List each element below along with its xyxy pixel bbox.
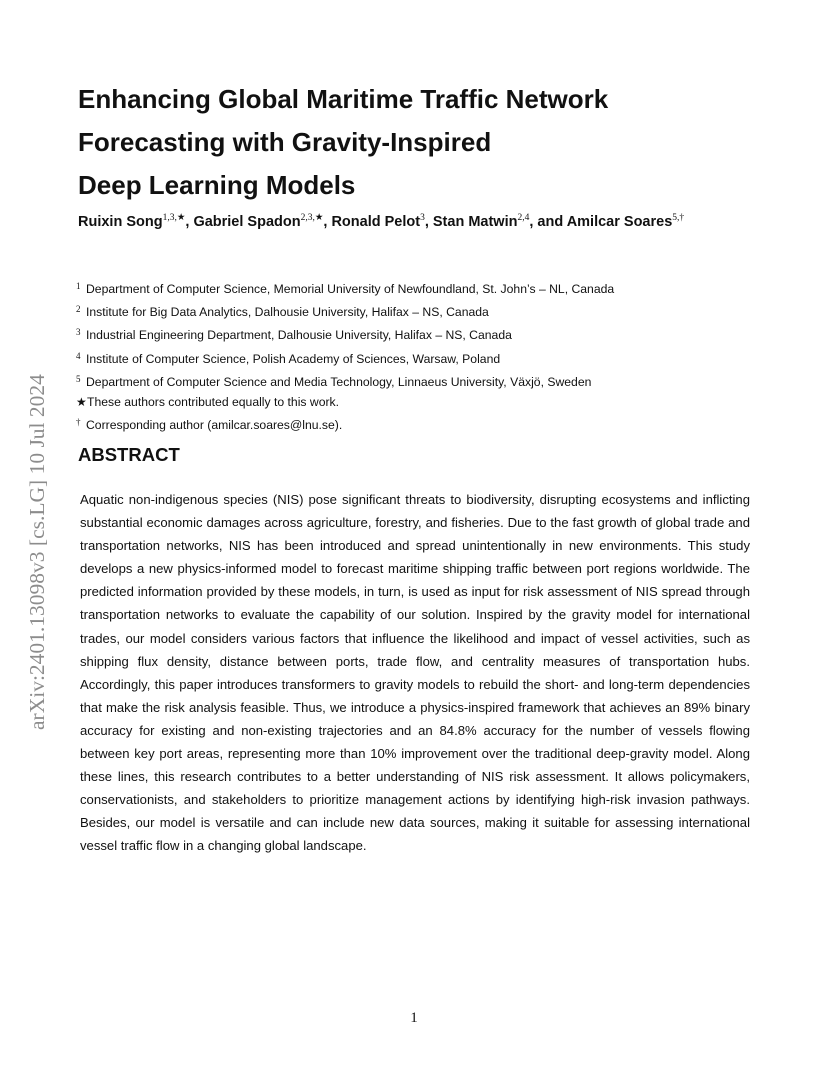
affiliation-text: Industrial Engineering Department, Dalhousie University, Halifax – NS, Canada: [86, 328, 512, 343]
author-separator: ,: [323, 213, 332, 230]
affiliation-text: These authors contributed equally to this work.: [87, 395, 340, 410]
author-name: Stan Matwin: [432, 213, 518, 230]
author-separator: , and: [529, 213, 567, 230]
author-affil-marks: 2,3,★: [300, 213, 324, 223]
author-name: Ronald Pelot: [331, 213, 421, 230]
dagger-mark: †: [76, 417, 81, 428]
author-name: Amilcar Soares: [566, 213, 673, 230]
title-line: Enhancing Global Maritime Traffic Network: [78, 84, 609, 114]
affiliation-item: [76, 322, 776, 345]
affiliation-item: [76, 369, 776, 392]
arxiv-sidebar-stamp: arXiv:2401.13098v3 [cs.LG] 10 Jul 2024: [25, 374, 49, 730]
affiliation-mark: 5: [76, 373, 81, 384]
author-list: [78, 207, 758, 233]
author-separator: ,: [424, 213, 433, 230]
abstract-body: Aquatic non-indigenous species (NIS) pose significant threats to biodiversity, disrupting ecosystems and inflicting substantial economic damages across agriculture, forestry, and fisheries. Due to the fast growth of global trade and transportation networks, NIS has been introduced and spread unintentionally in new environments. This study develops a new physics-informed model to forecast maritime shipping traffic between port regions worldwide. The predicted information provided by these models, in turn, is used as input for risk assessment of NIS spread through transportation networks to evaluate the capability of our solution. Inspired by the gravity model for international trades, our model considers various factors that influence the likelihood and impact of vessel activities, such as shipping flux density, distance between ports, trade flow, and centrality measures of transportation hubs. Accordingly, this paper introduces transformers to gravity models to rebuild the short- and long-term dependencies that make the risk analysis feasible. Thus, we introduce a physics-inspired framework that achieves an 89% binary accuracy for existing and non-existing trajectories and an 84.8% accuracy for the number of vessels flowing between key port areas, representing more than 10% improvement over the traditional deep-gravity model. Along these lines, this research contributes to a better understanding of NIS risk assessment. It allows policymakers, conservationists, and stakeholders to prioritize management actions by identifying high-risk invasion pathways. Besides, our model is versatile and can include new data sources, making it suitable for assessing international vessel traffic flow in a changing global landscape.: [80, 492, 750, 854]
affiliation-text: Department of Computer Science and Media Technology, Linnaeus University, Växjö, Sweden: [86, 374, 592, 389]
affiliation-mark: 4: [76, 350, 81, 361]
author-affil-marks: 2,4: [517, 213, 530, 223]
paper-title: [78, 78, 758, 207]
affiliation-mark: 2: [76, 304, 81, 315]
author-affil-marks: 1,3,★: [162, 213, 186, 223]
title-line: Deep Learning Models: [78, 170, 356, 200]
affiliation-text: Institute of Computer Science, Polish Academy of Sciences, Warsaw, Poland: [86, 351, 501, 366]
affiliation-list: [76, 276, 776, 435]
affiliation-mark: 1: [76, 281, 81, 291]
affiliation-item: [76, 299, 776, 322]
author-affil-marks: 3: [420, 213, 425, 223]
abstract-heading: ABSTRACT: [78, 444, 180, 465]
affiliation-text: Department of Computer Science, Memorial University of Newfoundland, St. John’s – NL, Canada: [86, 282, 615, 296]
affiliation-item: [76, 276, 776, 299]
author-name: Ruixin Song: [78, 213, 163, 230]
affiliation-mark: 3: [76, 327, 81, 338]
title-line: Forecasting with Gravity-Inspired: [78, 127, 492, 157]
author-separator: ,: [185, 213, 194, 230]
page-number: 1: [410, 1010, 418, 1026]
affiliation-text: Corresponding author (amilcar.soares@lnu.se).: [86, 418, 343, 433]
star-icon: ★: [76, 395, 87, 410]
author-affil-marks: 5,†: [672, 213, 685, 223]
affiliation-text: Institute for Big Data Analytics, Dalhousie University, Halifax – NS, Canada: [86, 305, 489, 320]
author-name: Gabriel Spadon: [193, 213, 301, 230]
corresponding-author-note: [76, 412, 776, 435]
affiliation-item: [76, 346, 776, 369]
equal-contribution-note: [76, 392, 776, 412]
